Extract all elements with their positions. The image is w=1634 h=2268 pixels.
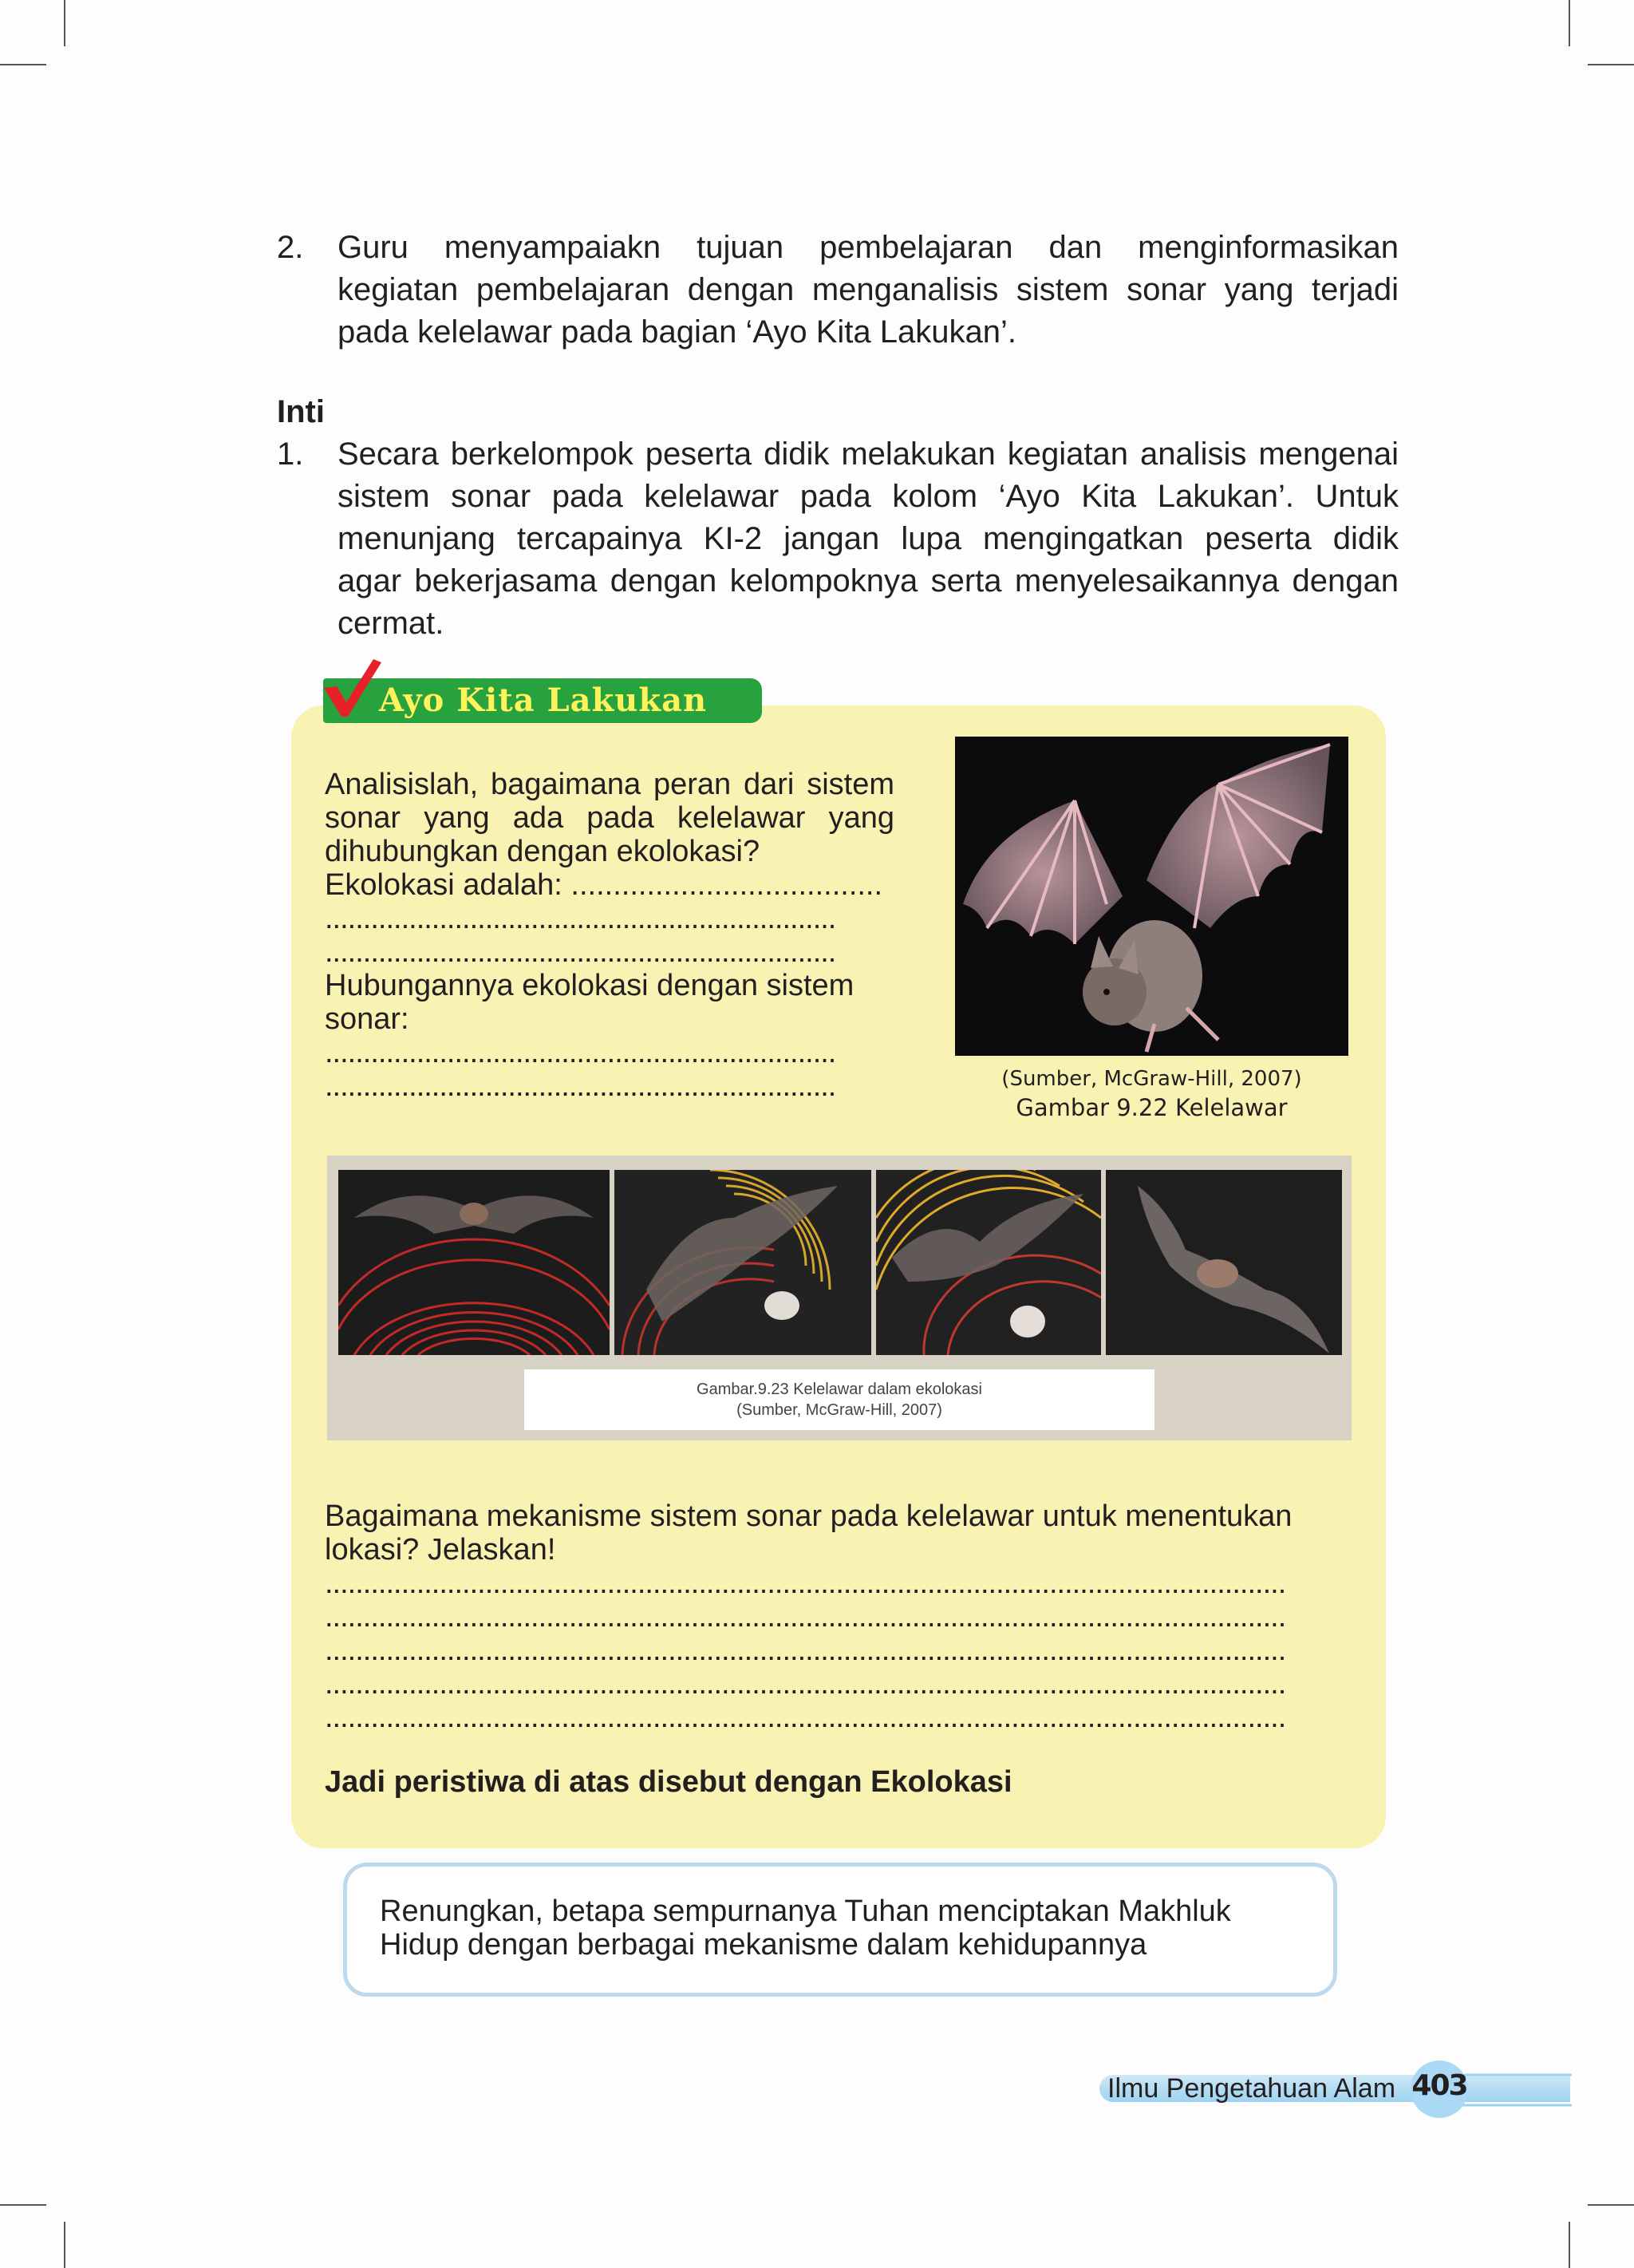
answer-dots: .............................................................................................................................. <box>325 1701 1286 1734</box>
reflection-text <box>380 1895 1297 1962</box>
ekolokasi-answer-line: Ekolokasi adalah: ..................................... <box>325 868 883 902</box>
crop-mark <box>64 2222 65 2268</box>
step2-line: Guru menyampaiakn tujuan pembelajaran dan menginformasikan <box>337 230 1399 265</box>
inti-line: menunjang tercapainya KI-2 jangan lupa mengingatkan peserta didik <box>337 521 1399 556</box>
echolocation-panel <box>876 1170 1101 1355</box>
checkmark-icon <box>319 656 383 720</box>
echolocation-panel <box>614 1170 871 1355</box>
figure1-source: (Sumber, McGraw-Hill, 2007) <box>1001 1067 1302 1091</box>
page-number: 403 <box>1411 2069 1467 2102</box>
crop-mark <box>1569 2222 1570 2268</box>
answer-dots: .............................................................................................................................. <box>325 1567 1286 1600</box>
hubungan-line: Hubungannya ekolokasi dengan sistem <box>325 969 854 1002</box>
question1-line: sonar yang ada pada kelelawar yang <box>325 801 894 835</box>
crop-mark <box>1588 2204 1634 2206</box>
question1-line: dihubungkan dengan ekolokasi? <box>325 835 760 868</box>
conclusion-text: Jadi peristiwa di atas disebut dengan Ekolokasi <box>325 1765 1012 1799</box>
inti-line: sistem sonar pada kelelawar pada kolom ‘Ayo Kita Lakukan’. Untuk <box>337 479 1399 514</box>
question1-line: Analisislah, bagaimana peran dari sistem <box>325 768 894 801</box>
echolocation-panel <box>1106 1170 1342 1355</box>
inti-line: cermat. <box>337 606 444 641</box>
question2-line: lokasi? Jelaskan! <box>325 1533 556 1567</box>
answer-dots: ................................................................... <box>325 902 836 935</box>
inti-line: Secara berkelompok peserta didik melakukan kegiatan analisis mengenai <box>337 437 1399 472</box>
activity-tag-label: Ayo Kita Lakukan <box>379 682 708 719</box>
step2-line: kegiatan pembelajaran dengan menganalisis sistem sonar yang terjadi <box>337 272 1399 307</box>
step2-line: pada kelelawar pada bagian ‘Ayo Kita Lakukan’. <box>337 314 1016 350</box>
reflection-line: Hidup dengan berbagai mekanisme dalam kehidupannya <box>380 1928 1147 1962</box>
crop-mark <box>64 0 65 46</box>
inti-number: 1. <box>277 437 304 472</box>
step2-number: 2. <box>277 230 304 265</box>
crop-mark <box>1569 0 1570 46</box>
echolocation-panel <box>338 1170 610 1355</box>
answer-dots: ................................................................... <box>325 1036 836 1069</box>
hubungan-line: sonar: <box>325 1002 409 1036</box>
answer-dots: .............................................................................................................................. <box>325 1667 1286 1701</box>
question2-line: Bagaimana mekanisme sistem sonar pada kelelawar untuk menentukan <box>325 1499 1293 1533</box>
figure2-source: (Sumber, McGraw-Hill, 2007) <box>736 1401 942 1419</box>
inti-line: agar bekerjasama dengan kelompoknya serta menyelesaikannya dengan <box>337 563 1399 599</box>
figure1-caption: Gambar 9.22 Kelelawar <box>1016 1094 1288 1121</box>
footer-subject: Ilmu Pengetahuan Alam <box>1107 2073 1396 2104</box>
crop-mark <box>1588 64 1634 65</box>
crop-mark <box>0 2204 46 2206</box>
figure2-caption-box <box>524 1369 1154 1430</box>
answer-dots: .............................................................................................................................. <box>325 1600 1286 1634</box>
inti-heading: Inti <box>277 394 325 429</box>
answer-dots: .............................................................................................................................. <box>325 1634 1286 1667</box>
reflection-line: Renungkan, betapa sempurnanya Tuhan menciptakan Makhluk <box>380 1895 1231 1928</box>
answer-dots: ................................................................... <box>325 1069 836 1103</box>
echolocation-figure <box>327 1156 1352 1440</box>
bat-photo <box>955 737 1348 1056</box>
crop-mark <box>0 64 46 65</box>
figure2-caption: Gambar.9.23 Kelelawar dalam ekolokasi <box>697 1381 982 1398</box>
answer-dots: ................................................................... <box>325 935 836 969</box>
